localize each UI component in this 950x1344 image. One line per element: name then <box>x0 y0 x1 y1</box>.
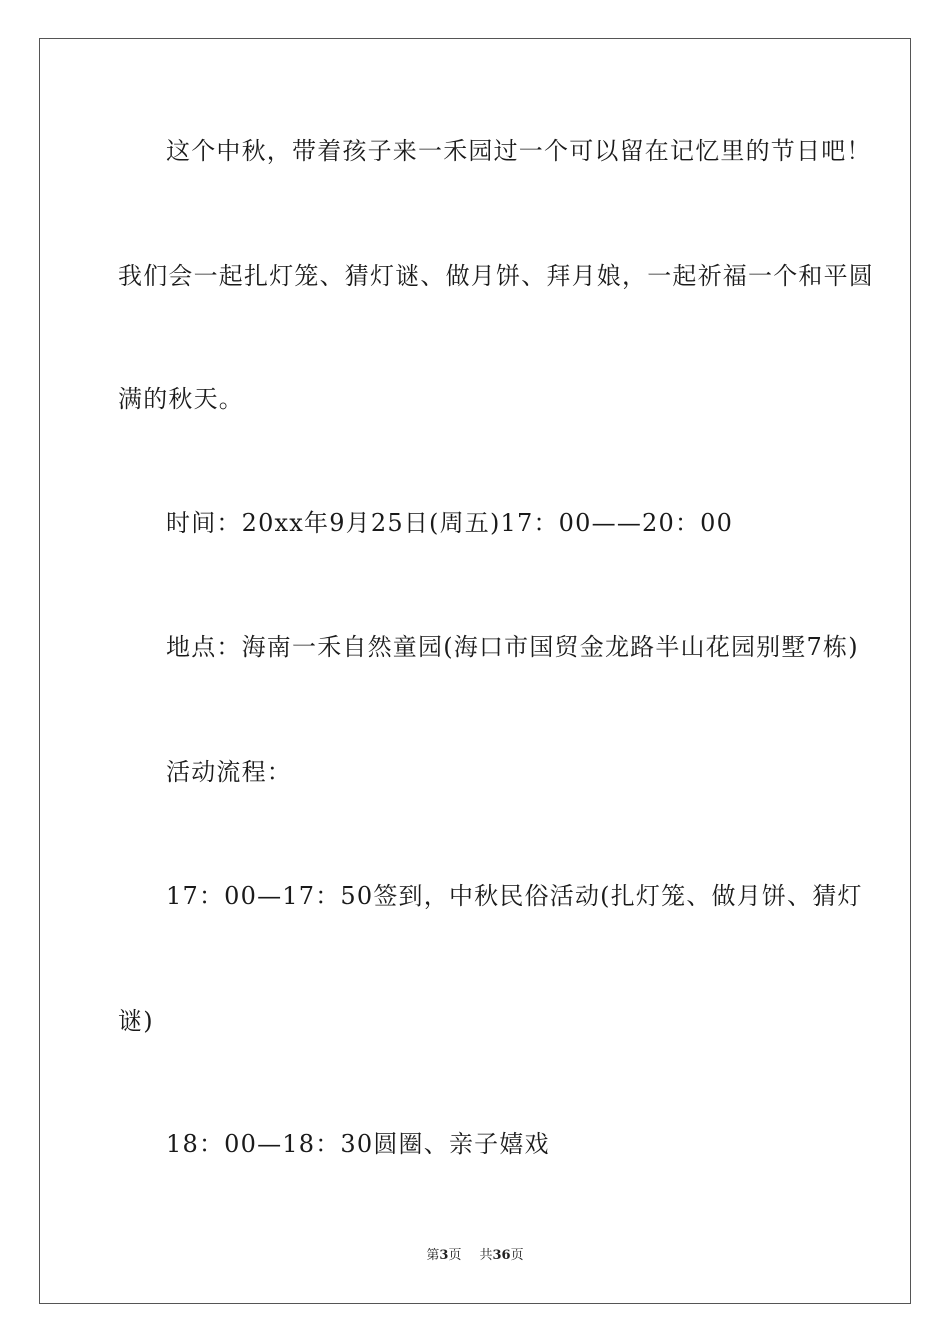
paragraph-schedule-item-1-cont: 谜) <box>118 1007 154 1035</box>
paragraph-schedule-item-2: 18：00—18：30圆圈、亲子嬉戏 <box>166 1130 550 1158</box>
paragraph-activities: 我们会一起扎灯笼、猜灯谜、做月饼、拜月娘，一起祈福一个和平圆 <box>118 262 874 290</box>
total-suffix: 页 <box>510 1248 524 1263</box>
paragraph-activities-cont: 满的秋天。 <box>118 385 244 413</box>
page-suffix: 页 <box>448 1248 462 1263</box>
paragraph-schedule-item-1: 17：00—17：50签到，中秋民俗活动(扎灯笼、做月饼、猜灯 <box>166 882 863 910</box>
total-page-count: 36 <box>492 1248 511 1263</box>
total-prefix: 共 <box>479 1248 493 1263</box>
current-page-number: 3 <box>439 1248 449 1263</box>
paragraph-location: 地点：海南一禾自然童园(海口市国贸金龙路半山花园别墅7栋) <box>166 633 859 661</box>
page-prefix: 第 <box>426 1248 440 1263</box>
paragraph-intro: 这个中秋，带着孩子来一禾园过一个可以留在记忆里的节日吧！ <box>166 137 872 165</box>
paragraph-time: 时间：20xx年9月25日(周五)17：00——20：00 <box>166 509 734 537</box>
page-frame <box>39 38 911 1304</box>
paragraph-schedule-heading: 活动流程： <box>166 758 292 786</box>
page-footer <box>0 1247 950 1265</box>
